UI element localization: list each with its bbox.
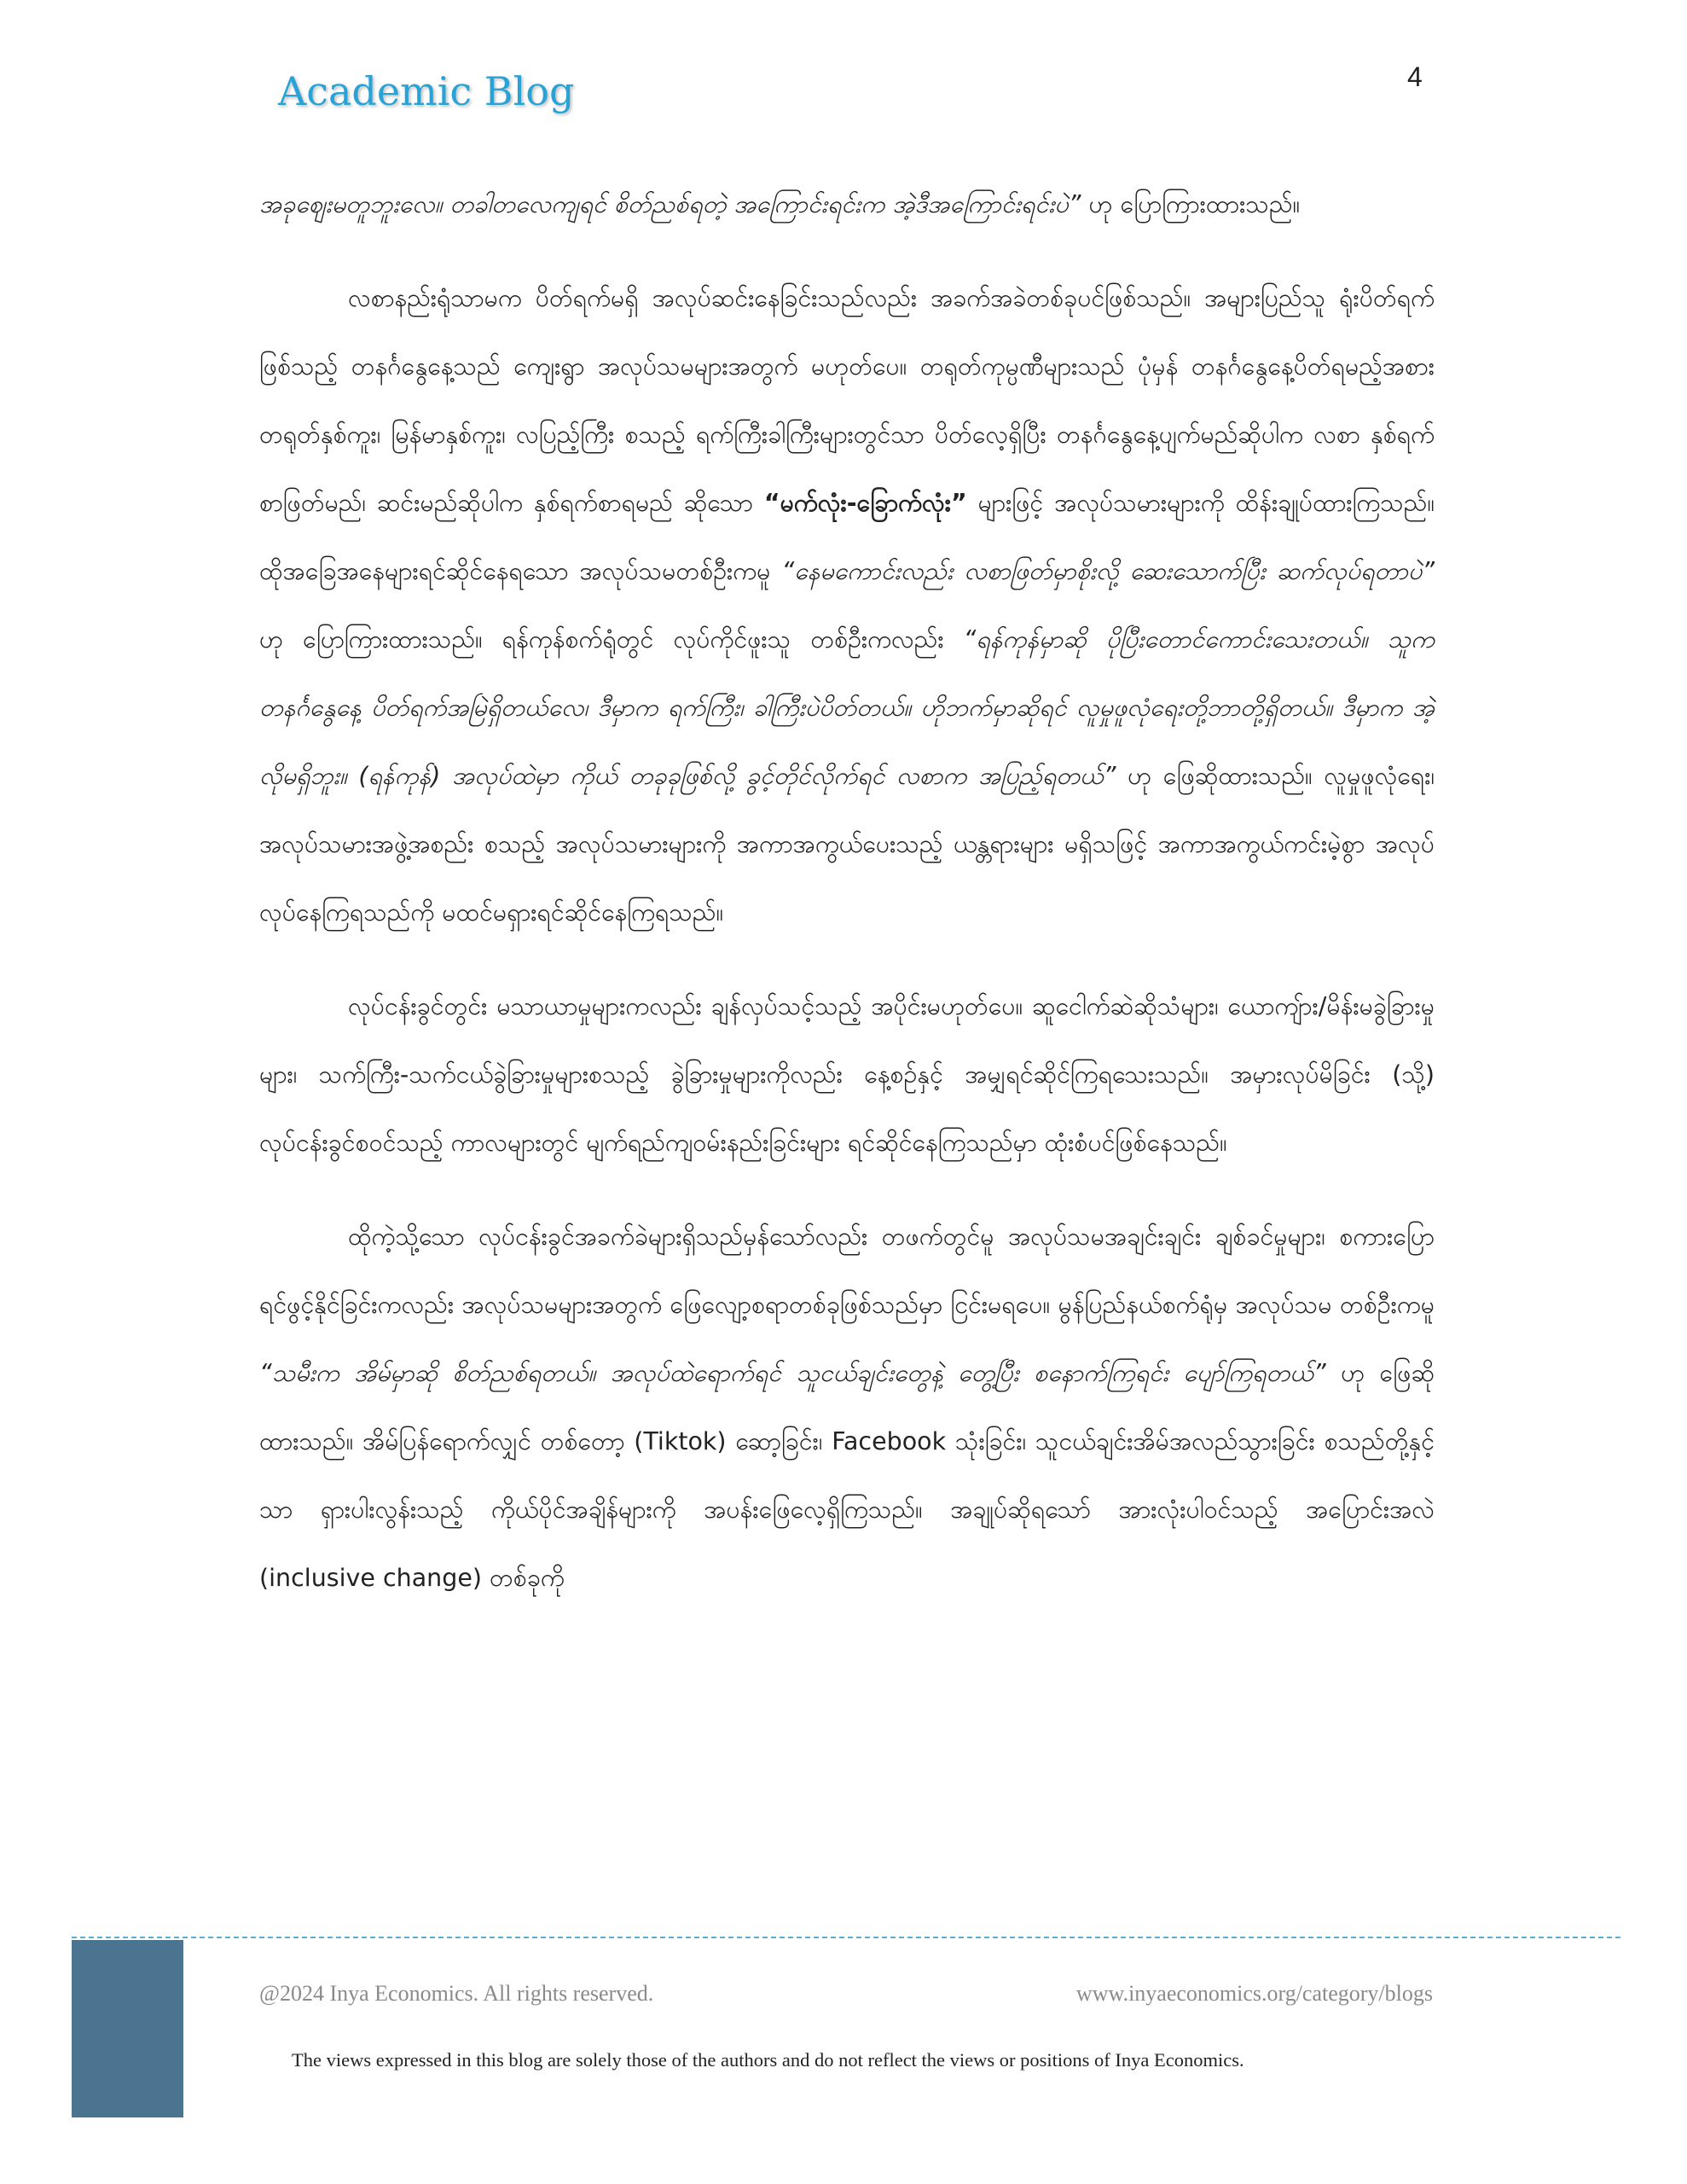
body-text: လစာနည်းရုံသာမက ပိတ်ရက်မရှိ အလုပ်ဆင်းနေခြင်းသည်လည်း အခက်အခဲတစ်ခုပင်ဖြစ်သည်။ အများပြည်သူ ရုံးပိတ်ရက်ဖြစ်သည့် တနင်္ဂနွေနေ့သည် ကျေးရွာ အလုပ်သမများအတွက် မဟုတ်ပေ။ တရုတ်ကုမ္ပဏီများသည် ပုံမှန် တနင်္ဂနွေနေ့ပိတ်ရမည့်အစား တရုတ်နှစ်ကူး၊ မြန်မာနှစ်ကူး၊ လပြည့်ကြီး စသည့် ရက်ကြီးခါကြီးများတွင်သာ ပိတ်လေ့ရှိပြီး တနင်္ဂနွေနေ့ပျက်မည်ဆိုပါက လစာ နှစ်ရက်စာဖြတ်မည်၊ ဆင်းမည်ဆိုပါက နှစ်ရက်စာရမည် ဆိုသော	[259, 284, 1435, 517]
footer-divider	[72, 1937, 1620, 1938]
paragraph	[259, 973, 1435, 1177]
footer-copyright: @2024 Inya Economics. All rights reserved.	[259, 1981, 654, 2006]
emphasis-text: “မက်လုံး-ခြောက်လုံး”	[763, 489, 967, 517]
paragraph	[259, 1203, 1435, 1612]
quote-text: “နေမကောင်းလည်း လစာဖြတ်မှာစိုးလို့ ဆေးသောက်ပြီး ဆက်လုပ်ရတာပဲ”	[781, 557, 1435, 585]
body-text: လုပ်ငန်းခွင်တွင်း မသာယာမှုများကလည်း ချန်လှပ်သင့်သည့် အပိုင်းမဟုတ်ပေ။ ဆူငေါက်ဆဲဆိုသံများ၊ ယောကျ်ား/မိန်းမခွဲခြားမှုများ၊ သက်ကြီး-သက်ငယ်ခွဲခြားမှုများစသည့် ခွဲခြားမှုများကိုလည်း နေ့စဉ်နှင့် အမျှရင်ဆိုင်ကြရသေးသည်။ အမှားလုပ်မိခြင်း (သို့) လုပ်ငန်းခွင်စဝင်သည့် ကာလများတွင် မျက်ရည်ကျဝမ်းနည်းခြင်းများ ရင်ဆိုင်နေကြသည်မှာ ထုံးစံပင်ဖြစ်နေသည်။	[259, 992, 1435, 1157]
body-text: ဟု ဖြေဆိုထားသည်။ လူမှုဖူလုံရေး၊ အလုပ်သမားအဖွဲ့အစည်း စသည့် အလုပ်သမားများကို အကာအကွယ်ပေးသည့် ယန္တရားများ မရှိသဖြင့် အကာအကွယ်ကင်းမဲ့စွာ အလုပ်လုပ်နေကြရသည်ကို မထင်မရှားရင်ဆိုင်နေကြရသည်။	[259, 762, 1435, 926]
quote-text: “သမီးက အိမ်မှာဆို စိတ်ညစ်ရတယ်။ အလုပ်ထဲရောက်ရင် သူငယ်ချင်းတွေနဲ့ တွေ့ပြီး စနောက်ကြရင်း ပျော်ကြရတယ်”	[259, 1359, 1326, 1387]
body-text: ဟု ဖြေဆိုထားသည်။ အိမ်ပြန်ရောက်လျှင် တစ်တော့ (Tiktok) ဆော့ခြင်း၊ Facebook သုံးခြင်း၊ သူငယ်ချင်းအိမ်အလည်သွားခြင်း စသည်တို့နှင့်သာ ရှားပါးလွန်းသည့် ကိုယ်ပိုင်အချိန်များကို အပန်းဖြေလေ့ရှိကြသည်။ အချုပ်ဆိုရသော် အားလုံးပါဝင်သည့် အပြောင်းအလဲ (inclusive change) တစ်ခုကို	[259, 1359, 1435, 1592]
paragraph	[259, 171, 1435, 239]
quote-text: “ရန်ကုန်မှာဆို ပိုပြီးတောင်ကောင်းသေးတယ်။ သူက တနင်္ဂနွေနေ့ ပိတ်ရက်အမြဲရှိတယ်လေ၊ ဒီမှာက ရက်ကြီး၊ ခါကြီးပဲပိတ်တယ်။ ဟိုဘက်မှာဆိုရင် လူမှုဖူလုံရေးတို့ဘာတို့ရှိတယ်။ ဒီမှာက အဲ့လိုမရှိဘူး။ (ရန်ကုန်) အလုပ်ထဲမှာ ကိုယ် တခုခုဖြစ်လို့ ခွင့်တိုင်လိုက်ရင် လစာက အပြည့်ရတယ်”	[259, 625, 1435, 790]
body-text: ထိုကဲ့သို့သော လုပ်ငန်းခွင်အခက်ခဲများရှိသည်မှန်သော်လည်း တဖက်တွင်မူ အလုပ်သမအချင်းချင်း ချစ်ခင်မှုများ၊ စကားပြောရင်ဖွင့်နိုင်ခြင်းကလည်း အလုပ်သမများအတွက် ဖြေလျော့စရာတစ်ခုဖြစ်သည်မှာ ငြင်းမရပေ။ မွန်ပြည်နယ်စက်ရုံမှ အလုပ်သမ တစ်ဦးကမူ	[259, 1223, 1435, 1319]
paragraph	[259, 264, 1435, 947]
blog-title: Academic Blog	[278, 68, 575, 114]
quote-text: အခုဈေးမတူဘူးလေ။ တခါတလေကျရင် စိတ်ညစ်ရတဲ့ အကြောင်းရင်းက အဲ့ဒီအကြောင်းရင်းပဲ”	[259, 190, 1089, 218]
article-body	[259, 171, 1435, 1638]
body-text: ဟု ပြောကြားထားသည်။	[1088, 190, 1301, 218]
body-text: ဟု ပြောကြားထားသည်။ ရန်ကုန်စက်ရုံတွင် လုပ်ကိုင်ဖူးသူ တစ်ဦးကလည်း	[259, 625, 964, 653]
footer-color-block	[72, 1940, 183, 2117]
body-text: များဖြင့် အလုပ်သမားများကို ထိန်းချုပ်ထားကြသည်။ ထိုအခြေအနေများရင်ဆိုင်နေရသော အလုပ်သမတစ်ဦးကမူ	[259, 489, 1435, 585]
page-number: 4	[1407, 61, 1423, 92]
footer-disclaimer: The views expressed in this blog are solely those of the authors and do not reflect the views or positions of Inya Economics.	[292, 2049, 1244, 2071]
footer-url[interactable]: www.inyaeconomics.org/category/blogs	[1075, 1981, 1433, 2006]
